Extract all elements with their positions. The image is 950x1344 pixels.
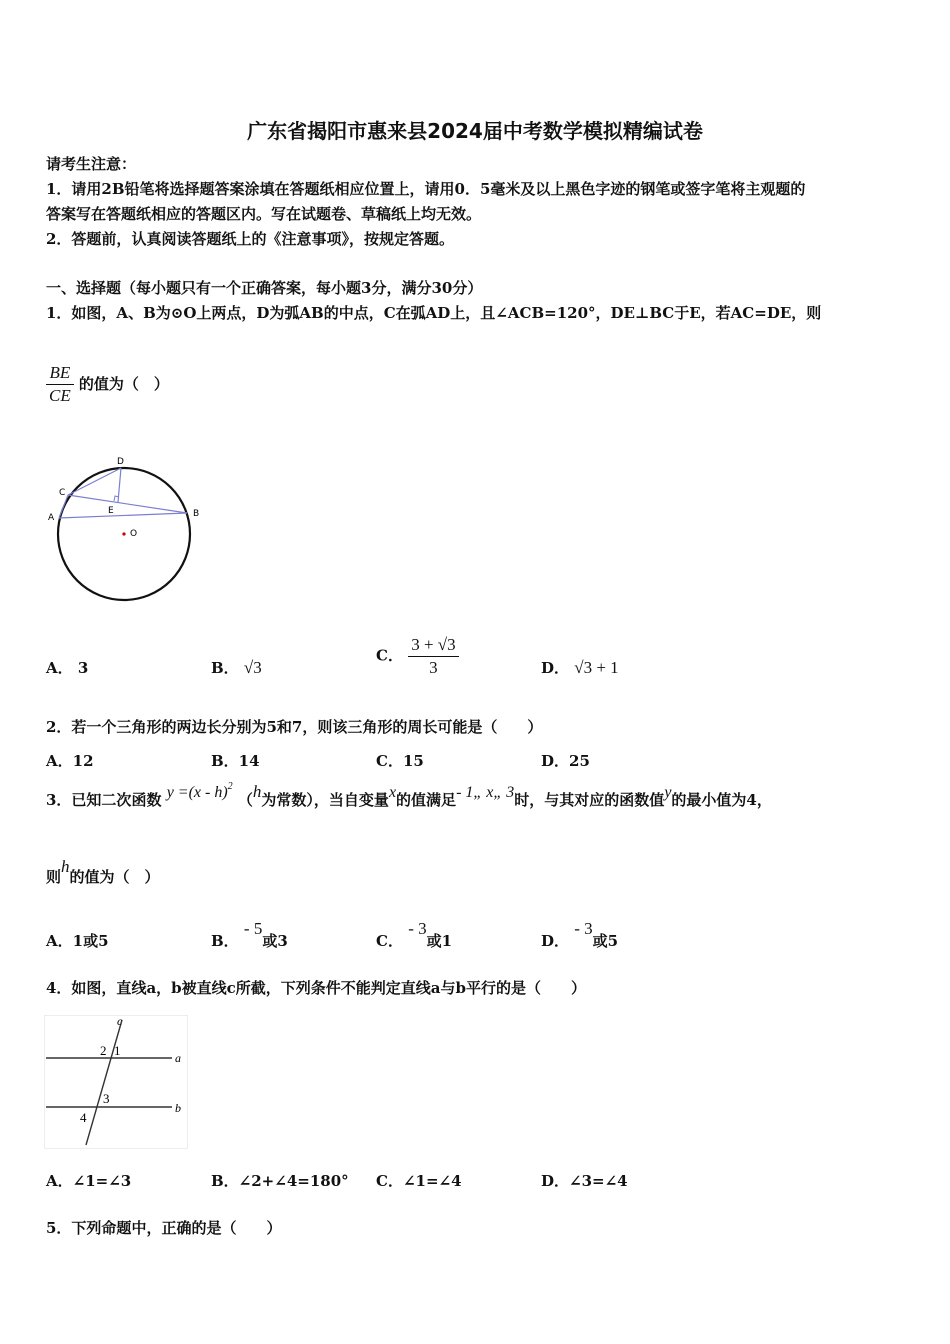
label-b: b (175, 1101, 181, 1115)
label-b: B (193, 509, 200, 519)
q3-part: 的最小值为4， (671, 791, 772, 809)
q3-part: 则 (46, 868, 62, 886)
option-tail: 或1 (426, 932, 453, 950)
fraction-numerator: BE (46, 362, 74, 385)
option-tail: 或3 (262, 932, 288, 950)
q3-part: 为常数），当自变量 (261, 791, 389, 809)
q4-option-d[interactable]: D．∠3=∠4 (541, 1172, 628, 1190)
question-3-line-1 (46, 781, 772, 810)
option-letter: A． (46, 659, 73, 677)
q4-option-b[interactable]: B．∠2+∠4=180° (211, 1172, 349, 1190)
notice-heading: 请考生注意： (46, 155, 137, 173)
q3-option-b[interactable] (211, 919, 288, 951)
label-d: D (117, 457, 124, 467)
option-c-fraction (408, 634, 458, 679)
q3-function (166, 781, 233, 801)
q1-option-c[interactable] (376, 634, 459, 679)
q2-option-d[interactable]: D．25 (541, 752, 590, 770)
question-3-line-2 (46, 857, 160, 887)
q1-option-d[interactable] (541, 657, 619, 678)
q2-option-b[interactable]: B．14 (211, 752, 260, 770)
var-h: h (252, 782, 262, 801)
option-value: √3 (243, 658, 262, 677)
q3-option-c[interactable] (376, 919, 453, 951)
q2-option-c[interactable]: C．15 (376, 752, 424, 770)
label-2: 2 (100, 1043, 107, 1058)
q3-part: 的值满足 (396, 791, 457, 809)
notice-line-1: 1．请用2B铅笔将选择题答案涂填在答题纸相应位置上，请用0．5毫米及以上黑色字迹的钢笔或签字笔将主观题的 (46, 180, 806, 198)
var-h: h (61, 857, 70, 876)
fraction-denominator: CE (49, 386, 71, 405)
option-letter: D． (541, 659, 570, 677)
fraction-denominator: 3 (429, 658, 438, 677)
notice-line-2: 答案写在答题纸相应的答题区内。写在试题卷、草稿纸上均无效。 (46, 205, 482, 223)
q2-option-a[interactable]: A．12 (46, 752, 94, 770)
q1-option-a[interactable] (46, 657, 88, 678)
q3-part: （ (237, 791, 253, 809)
option-letter: B． (211, 932, 239, 950)
center-dot (122, 532, 125, 535)
q4-option-a[interactable]: A．∠1=∠3 (46, 1172, 132, 1190)
q3-part: 3．已知二次函数 (46, 791, 162, 809)
function-expression: y =(x - h) (166, 784, 228, 801)
section-heading: 一、选择题（每小题只有一个正确答案，每小题3分，满分30分） (46, 279, 483, 297)
q3-part: 的值为（ ） (69, 868, 160, 886)
exponent: 2 (227, 781, 233, 792)
option-value: - 5 (243, 919, 263, 938)
question-1-tail: 的值为（ ） (78, 375, 169, 393)
range-expression: - 1„ x„ 3 (456, 784, 515, 801)
option-tail: 或5 (592, 932, 619, 950)
q1-option-b[interactable] (211, 657, 262, 678)
label-a: A (48, 513, 55, 523)
segment-ac (59, 495, 68, 518)
option-letter: C． (376, 646, 403, 665)
option-letter: C． (376, 932, 403, 950)
label-1: 1 (114, 1043, 121, 1058)
question-1-fraction-line (46, 362, 169, 407)
label-c: c (117, 1015, 123, 1028)
option-value: - 3 (574, 919, 593, 938)
notice-line-3: 2．答题前，认真阅读答题纸上的《注意事项》，按规定答题。 (46, 230, 454, 248)
var-x: x (388, 784, 397, 801)
var-y: y (664, 784, 672, 801)
question-1-text: 1．如图，A、B为⊙O上两点，D为弧AB的中点，C在弧AD上，且∠ACB=120°，DE⊥BC于E，若AC=DE，则 (46, 304, 822, 322)
segment-cd (68, 468, 121, 495)
option-value: 3 (77, 659, 89, 677)
question-5-text: 5．下列命题中，正确的是（ ） (46, 1219, 282, 1237)
circle-figure (44, 452, 214, 607)
q3-option-d[interactable] (541, 919, 619, 951)
q3-option-a[interactable]: A．1或5 (46, 932, 109, 950)
segment-cb (68, 495, 187, 513)
label-c: C (59, 488, 66, 498)
page-title: 广东省揭阳市惠来县2024届中考数学模拟精编试卷 (247, 119, 703, 143)
q4-option-c[interactable]: C．∠1=∠4 (376, 1172, 462, 1190)
q3-part: 时，与其对应的函数值 (514, 791, 665, 809)
figure-border (45, 1016, 188, 1149)
option-value: - 3 (408, 919, 427, 938)
line-c (86, 1020, 122, 1145)
question-2-text: 2．若一个三角形的两边长分别为5和7，则该三角形的周长可能是（ ） (46, 718, 543, 736)
label-a: a (175, 1051, 181, 1065)
option-value: √3 + 1 (574, 658, 619, 677)
chord-ab (59, 513, 187, 518)
fraction-numerator: 3 + √3 (408, 634, 458, 657)
label-e: E (108, 506, 114, 516)
parallel-lines-figure (44, 1015, 189, 1150)
question-4-text: 4．如图，直线a，b被直线c所截，下列条件不能判定直线a与b平行的是（ ） (46, 979, 586, 997)
label-3: 3 (103, 1091, 110, 1106)
label-o: O (130, 529, 138, 539)
option-letter: D． (541, 932, 570, 950)
option-letter: B． (211, 659, 239, 677)
fraction-be-over-ce (46, 362, 74, 407)
label-4: 4 (80, 1110, 87, 1125)
